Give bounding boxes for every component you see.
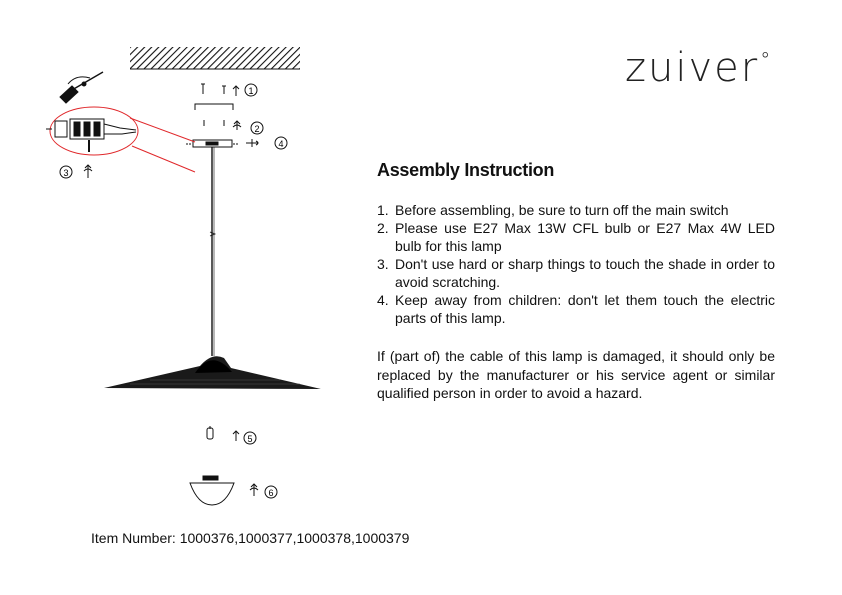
instruction-list	[377, 201, 775, 327]
bulb-icon	[207, 426, 239, 441]
step-marker-3	[60, 166, 72, 178]
instruction-step	[377, 201, 775, 219]
step-number: 2.	[377, 220, 389, 236]
pendant-lamp-shade-icon	[104, 356, 321, 389]
instruction-step	[377, 219, 775, 255]
svg-text:2: 2	[254, 124, 260, 134]
instruction-step	[377, 255, 775, 291]
suspension-cable	[210, 147, 215, 356]
svg-text:4: 4	[278, 139, 284, 149]
logo-mark: °	[760, 48, 773, 72]
step-number: 4.	[377, 292, 389, 308]
step-text: Keep away from children: don't let them touch the electric parts of this lamp.	[395, 292, 775, 326]
mounting-bracket	[195, 104, 233, 110]
step-text: Don't use hard or sharp things to touch the shade in order to avoid scratching.	[395, 256, 775, 290]
cable-warning: If (part of) the cable of this lamp is damaged, it should only be replaced by the manufacturer or his service agent or similar qualified person in order to avoid a hazard.	[377, 348, 775, 401]
glass-cover-icon	[190, 476, 234, 505]
page-title: Assembly Instruction	[377, 160, 555, 180]
brand-logo	[625, 45, 773, 91]
step-number: 3.	[377, 256, 389, 272]
step-marker-1	[245, 84, 257, 96]
canopy-screw-icon	[204, 120, 241, 130]
twist-arrow-icon	[250, 484, 258, 496]
svg-text:1: 1	[248, 86, 254, 96]
step-marker-4	[275, 137, 287, 149]
canopy-plate	[186, 140, 239, 147]
svg-text:3: 3	[63, 168, 69, 178]
turn-arrow-icon	[84, 165, 92, 178]
logo-text: zuiver	[625, 45, 760, 91]
step-marker-6	[265, 486, 277, 498]
step-marker-2	[251, 122, 263, 134]
wire-connector-icon	[46, 119, 136, 152]
item-number-label: Item Number:	[91, 530, 176, 546]
step-text: Before assembling, be sure to turn off the main switch	[395, 202, 729, 218]
step-number: 1.	[377, 202, 389, 218]
svg-text:5: 5	[247, 434, 253, 444]
instruction-step	[377, 291, 775, 327]
screwdriver-icon	[60, 72, 103, 103]
ceiling-screw-icon	[201, 84, 239, 96]
item-number	[91, 530, 409, 546]
svg-text:6: 6	[268, 488, 274, 498]
step-text: Please use E27 Max 13W CFL bulb or E27 Max 4W LED bulb for this lamp	[395, 220, 775, 254]
side-screw-icon	[246, 139, 258, 147]
ceiling-hatch-icon	[130, 47, 300, 69]
item-number-values: 1000376,1000377,1000378,1000379	[179, 530, 410, 546]
step-marker-5	[244, 432, 256, 444]
